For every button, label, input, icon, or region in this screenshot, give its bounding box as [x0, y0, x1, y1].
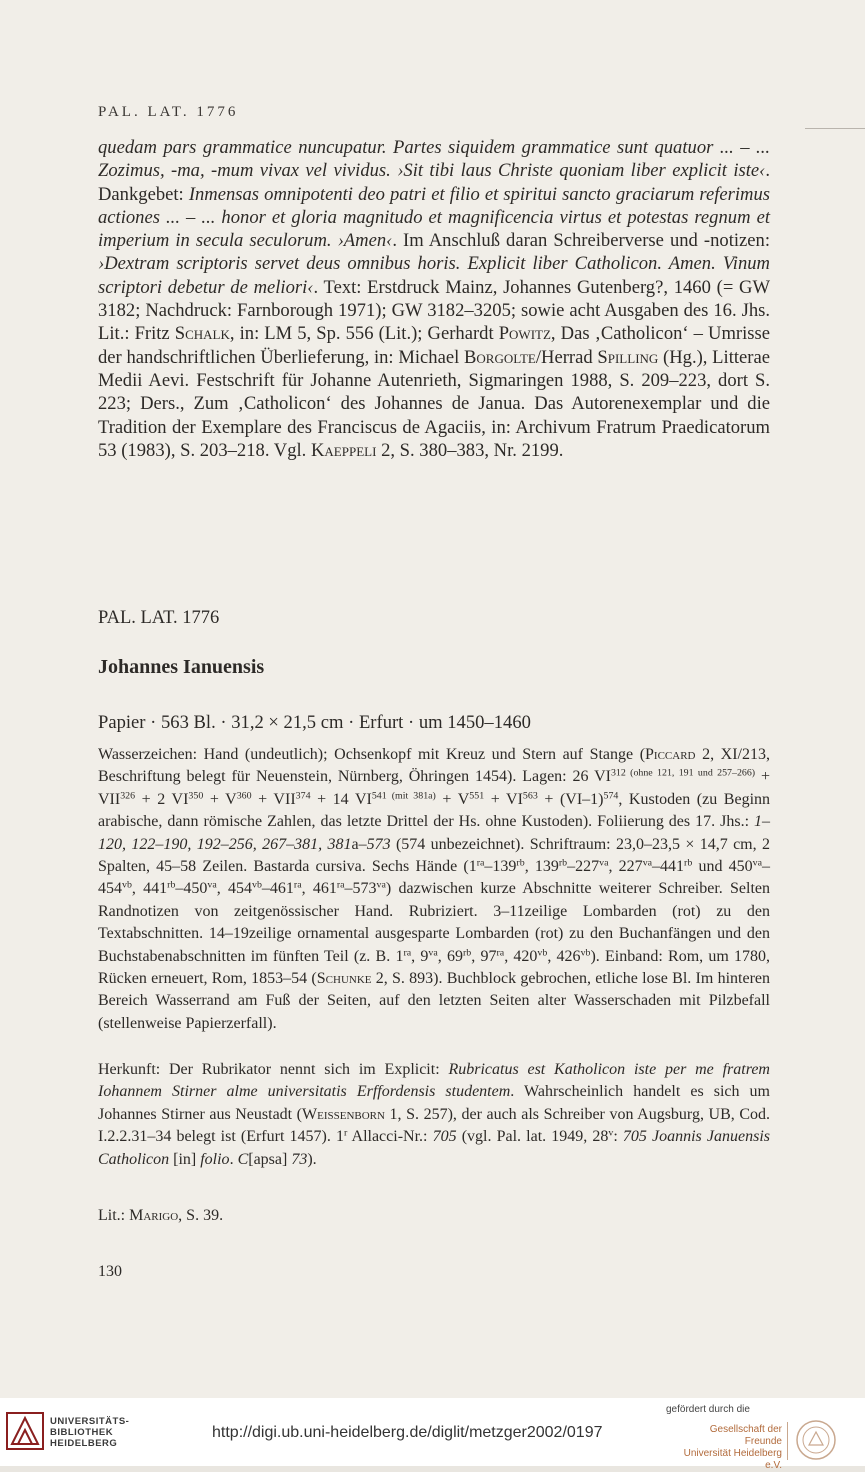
page-edge-line	[805, 128, 865, 129]
physical-description: Papier · 563 Bl. · 31,2 × 21,5 cm · Erfurt · um 1450–1460	[98, 712, 531, 733]
shelfmark: PAL. LAT. 1776	[98, 608, 220, 628]
author-heading: Johannes Ianuensis	[98, 656, 265, 678]
page-number: 130	[98, 1263, 122, 1280]
sponsor-divider	[787, 1422, 788, 1460]
sponsor-name: Gesellschaft der Freunde Universität Heidelberg e.V.	[683, 1424, 782, 1471]
university-library-logo-icon	[6, 1412, 44, 1450]
sponsor-seal-icon	[794, 1418, 838, 1462]
permalink-url[interactable]: http://digi.ub.uni-heidelberg.de/diglit/metzger2002/0197	[212, 1424, 603, 1441]
literature-line: Lit.: Marigo, S. 39.	[98, 1207, 224, 1224]
provenance-paragraph: Herkunft: Der Rubrikator nennt sich im Explicit: Rubricatus est Katholicon iste per me fratrem Iohannem Stirner alme universitatis Erffordensis studentem. Wahrscheinlich handelt es sich um Johannes Stirner aus Neustadt (Weissenborn 1, S. 257), der auch als Schreiber von Augsburg, UB, Cod. I.2.2.31–34 belegt ist (Erfurt 1457). 1$^r$ Allacci-Nr.: 705 (vgl. Pal. lat. 1949, 28$^v$: 705 Joannis Januensis Catholicon [in] folio. C[apsa] 73).	[98, 1061, 770, 1168]
intro-paragraph: quedam pars grammatice nuncupatur. Partes siquidem grammatice sunt quatuor ... – ... Zozimus, -ma, -mum vivax vel vividus. ›Sit tibi laus Christe quoniam liber explicit iste‹. Dankgebet: Inmensas omnipotenti deo patri et filio et spiritui sancto graciarum referimus actiones ... – ... honor et gloria magnitudo et magnificencia virtus et potestas regnum et imperium in secula seculorum. ›Amen‹. Im Anschluß daran Schreiberverse und -notizen: ›Dextram scriptoris servet deus omnibus horis. Explicit liber Catholicon. Amen. Vinum scriptori debetur de meliori‹. Text: Erstdruck Mainz, Johannes Gutenberg?, 1460 (= GW 3182; Nachdruck: Farnborough 1971); GW 3182–3205; sowie acht Ausgaben des 16. Jhs. Lit.: Fritz Schalk, in: LM 5, Sp. 556 (Lit.); Gerhardt Powitz, Das ‚Catholicon‘ – Umrisse der handschriftlichen Überlieferung, in: Michael Borgolte/Herrad Spilling (Hg.), Litterae Medii Aevi. Festschrift für Johanne Autenrieth, Sigmaringen 1988, S. 209–223, dort S. 223; Ders., Zum ‚Catholicon‘ des Johannes de Janua. Das Autorenexemplar und die Tradition der Exemplare des Franciscus de Agaciis, in: Archivum Fratrum Praedicatorum 53 (1983), S. 203–218. Vgl. Kaeppeli 2, S. 380–383, Nr. 2199.	[98, 137, 771, 461]
sponsor-label: gefördert durch die	[666, 1404, 750, 1415]
library-name: UNIVERSITÄTS- BIBLIOTHEK HEIDELBERG	[50, 1416, 130, 1449]
running-head: PAL. LAT. 1776	[98, 104, 239, 120]
footer-bar	[0, 1398, 865, 1471]
description-paragraph: Wasserzeichen: Hand (undeutlich); Ochsenkopf mit Kreuz und Stern auf Stange (Piccard 2, XI/213, Beschriftung belegt für Neuenstein, Nürnberg, Öhringen 1454). Lagen: 26 $VI^{312 (ohne 121, 191 und 257-266)} + VII^{326} + 2$ $VI^{350} + V^{360} + VII^{374} + 14$ $VI^{541 (mit 381a)} + V^{551} + VI^{563} + (VI-1)^{574}$, Kustoden (zu Beginn arabische, dann römische Zahlen, das letzte Drittel der Hs. ohne Kustoden). Foliierung des 17. Jhs.: 1–120, 122–190, 192–256, 267–381, 381a–573 (574 unbezeichnet). Schriftraum: 23,0–23,5 × 14,7 cm, 2 Spalten, 45–58 Zeilen. Bastarda cursiva. Sechs Hände ($1^{ra}-139^{rb}$, $139^{rb}-227^{va}$, $227^{va}-441^{rb}$ und $450^{va}-454^{vb}$, $441^{rb}-450^{va}$, $454^{vb}-461^{ra}$, $461^{ra}-573^{va}$) dazwischen kurze Abschnitte weiterer Schreiber. Selten Randnotizen von zeitgenössischer Hand. Rubriziert. 3–11zeilige Lombarden (rot) zu den Textabschnitten. 14–19zeilige ornamental ausgesparte Lombarden (rot) zu den Buchanfängen und den Buchstabenabschnitten im fünften Teil (z. B. $1^{ra}$, $9^{va}$, $69^{rb}$, $97^{ra}$, $420^{vb}$, $426^{vb}$). Einband: Rom, um 1780, Rücken erneuert, Rom, 1853–54 (Schunke 2, S. 893). Buchblock gebrochen, etliche lose Bl. Im hinteren Bereich Wasserrand am Fuß der Seiten, auf den letzten Seiten alter Wasserschaden mit Pilzbefall (stellenweise Papierzerfall).	[98, 746, 771, 1032]
